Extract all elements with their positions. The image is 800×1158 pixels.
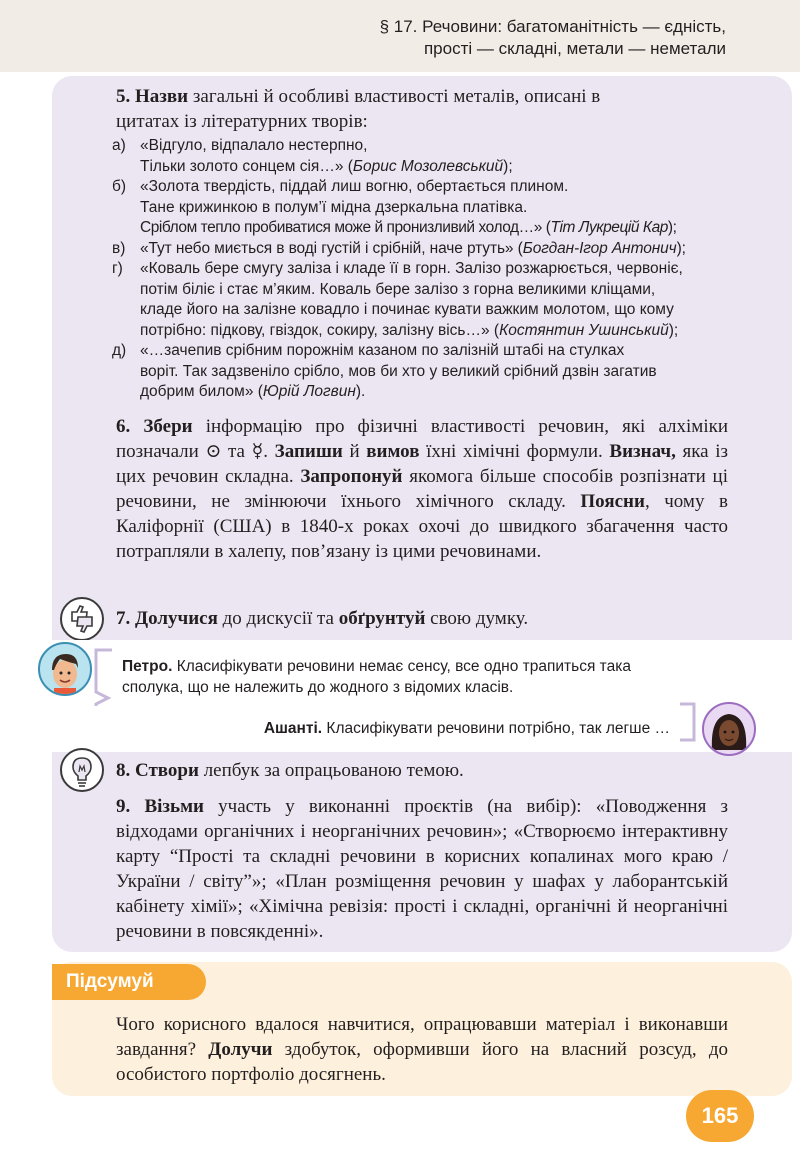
ashanti-avatar: [702, 702, 756, 756]
task-text: яка із цих речовин складна.: [116, 441, 729, 487]
task-6: [116, 414, 728, 564]
quote-tail: );: [668, 321, 679, 339]
task-text: , чому в Каліфорнії (США) в 1840-х роках охочі до швидкого збагачення часто потрапляли в халепу, пов’язану із цими речовинами.: [116, 491, 728, 562]
section-title-line1: § 17. Речовини: багатоманітність — єдність,: [379, 17, 726, 36]
quote-line: потім біліє і стає м’яким. Коваль бере залізо з горна великими кліщами,: [140, 280, 656, 298]
task-text: участь у виконанні проєктів (на вибір): «Поводження з відходами органічних і неорганічних речовин»; «Створюємо інтерактивну карту “Прості та складні речовини в корисних копалинах мого краю / України / світу”»; «План розміщення речовин у шафах у лаборантській кабінету хімії»; «Хімічна ревізія: прості і складні, органічні й неорганічні речовини в повсякденні».: [116, 796, 729, 942]
summary-text: [116, 1012, 728, 1087]
quote-tail: );: [503, 157, 513, 175]
quote-item-d: [112, 341, 732, 403]
quote-tail: ).: [355, 383, 366, 400]
task-verb: Візьми: [144, 796, 204, 817]
section-title: [380, 16, 726, 60]
quote-author: Борис Мозолевський: [352, 157, 504, 175]
task-number: 6.: [116, 416, 131, 437]
task-verb: Долучися: [135, 608, 218, 629]
item-mark: в): [112, 239, 126, 257]
item-mark: д): [112, 342, 127, 359]
speaker-name: Петро.: [122, 658, 173, 675]
quote-author: Тіт Лукрецій Кар: [550, 219, 668, 236]
task-text: інформацію про фізичні властивості речовин, які алхіміки позначали: [116, 416, 729, 462]
quote-line: «Золота твердість, піддай лиш вогню, обертається плином.: [140, 178, 569, 195]
quote-item-h: [112, 259, 732, 341]
dialogue-text: сполука, що не належить до жодного з відомих класів.: [122, 679, 514, 696]
task-verb: Поясни: [580, 491, 645, 512]
task-text: загальні й особливі властивості металів, описані в: [188, 86, 601, 107]
task-verb: Назви: [135, 86, 189, 107]
quote-line: потрібно: підкову, гвіздок, сокиру, залізну вісь…» (: [140, 321, 500, 339]
task-verb: обґрунтуй: [338, 608, 426, 629]
petro-remark: [122, 656, 682, 698]
summary-sentence: Чого корисного вдалося навчитися, опрацювавши матеріал і виконавши завдання?: [116, 1014, 728, 1060]
task-8: [116, 758, 728, 783]
quote-line: «Коваль бере смугу заліза і кладе її в горн. Залізо розжарюється, червоніє,: [140, 260, 683, 277]
section-title-line2: прості — складні, метали — неметали: [423, 39, 726, 58]
task-verb: Запиши: [274, 441, 343, 462]
petro-avatar: [38, 642, 92, 696]
lightbulb-icon: [60, 748, 104, 792]
ashanti-remark: [200, 718, 670, 739]
dialogue-text: Класифікувати речовини потрібно, так легше …: [322, 720, 670, 737]
quote-author: Костянтин Ушинський: [499, 321, 669, 339]
quote-line: воріт. Так задзвеніло срібло, мов би хто у великий срібний дзвін загатив: [140, 362, 657, 380]
task-verb: Створи: [135, 760, 199, 781]
task-text: їхні хімічні формули.: [419, 441, 610, 462]
task-text: цитатах із літературних творів:: [116, 111, 368, 132]
task-verb: Визнач,: [609, 441, 676, 462]
quote-item-a: [112, 136, 732, 177]
quote-line: «…зачепив срібним порожнім казаном по залізній штабі на стулках: [140, 342, 625, 359]
quote-line: Тільки золото сонцем сія…» (: [140, 157, 353, 175]
quote-item-b: [112, 177, 732, 239]
quote-line: «Відгуло, відпалало нестерпно,: [140, 137, 368, 154]
quote-line: добрим билом» (: [140, 383, 263, 400]
quote-line: Тане крижинкою в полум’ї мідна дзеркальна платівка.: [140, 198, 528, 216]
task-text: якомога більше способів розпізнати ці речовини, не змінюючи їхнього хімічного складу.: [116, 466, 728, 512]
quote-line: кладе його на залізне ковадло і починає кувати важким молотом, що кому: [140, 301, 674, 318]
page-number: 165: [686, 1090, 754, 1142]
task-verb: Запропонуй: [300, 466, 403, 487]
alchemy-mercury-icon: ☿: [251, 441, 264, 462]
task-text: та: [221, 441, 252, 462]
task-verb: вимов: [366, 441, 420, 462]
summary-sentence: здобуток, оформивши його на власний розсуд, до особистого портфоліо досягнень.: [116, 1039, 728, 1085]
quote-tail: );: [667, 219, 677, 236]
item-mark: б): [112, 178, 127, 195]
task-9: [116, 794, 728, 944]
speaker-name: Ашанті.: [263, 720, 323, 737]
quote-line: Сріблом тепло пробиватися може й пронизливий холод…» (: [140, 219, 551, 236]
quote-list: [112, 136, 732, 403]
task-5: [116, 84, 728, 134]
task-text: свою думку.: [425, 608, 529, 629]
alchemy-gold-icon: ⊙: [205, 441, 222, 462]
task-verb: Збери: [143, 416, 193, 437]
item-mark: а): [112, 137, 126, 154]
quote-item-v: [112, 239, 732, 260]
task-number: 8.: [116, 760, 131, 781]
task-number: 9.: [116, 796, 131, 817]
task-text: .: [263, 441, 275, 462]
quote-author: Юрій Логвин: [262, 383, 356, 400]
summary-tag: Підсумуй: [52, 964, 206, 1000]
task-7: [116, 606, 728, 631]
task-text: й: [342, 441, 367, 462]
quote-line: «Тут небо миється в воді густій і срібній, наче ртуть» (: [140, 239, 523, 257]
task-verb: Долучи: [208, 1039, 273, 1060]
quote-tail: );: [676, 239, 686, 257]
task-number: 7.: [116, 608, 131, 629]
task-text: до дискусії та: [217, 608, 339, 629]
thumbs-up-down-icon: [60, 597, 104, 641]
quote-author: Богдан-Ігор Антонич: [522, 239, 677, 257]
task-number: 5.: [116, 86, 131, 107]
dialogue-text: Класифікувати речовини немає сенсу, все одно трапиться така: [172, 658, 631, 675]
task-text: лепбук за опрацьованою темою.: [198, 760, 464, 781]
item-mark: г): [112, 260, 123, 277]
